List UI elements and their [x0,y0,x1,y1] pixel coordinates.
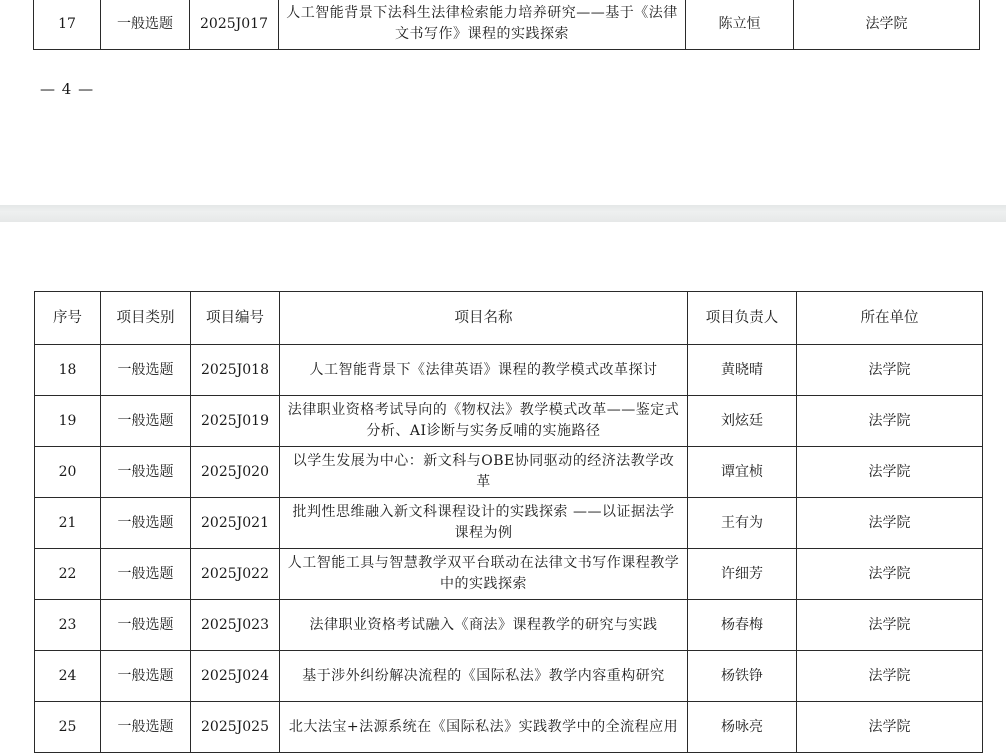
project-unit: 法学院 [797,651,983,702]
project-category: 一般选题 [101,0,190,50]
project-name: 人工智能背景下法科生法律检索能力培养研究——基于《法律文书写作》课程的实践探索 [279,0,686,50]
project-category: 一般选题 [101,600,191,651]
project-category: 一般选题 [101,702,191,753]
table-row [35,396,983,447]
header-unit: 所在单位 [797,292,983,345]
project-table-continued [33,0,980,50]
table-header-row [35,292,983,345]
project-leader: 谭宜桢 [688,447,797,498]
project-name: 北大法宝+法源系统在《国际私法》实践教学中的全流程应用 [280,702,688,753]
header-leader: 项目负责人 [688,292,797,345]
project-code: 2025J020 [191,447,280,498]
table-row [35,600,983,651]
project-leader: 杨春梅 [688,600,797,651]
project-category: 一般选题 [101,447,191,498]
project-leader: 王有为 [688,498,797,549]
project-category: 一般选题 [101,549,191,600]
project-name: 人工智能工具与智慧教学双平台联动在法律文书写作课程教学中的实践探索 [280,549,688,600]
project-unit: 法学院 [797,396,983,447]
row-number: 17 [34,0,101,50]
table-row [35,702,983,753]
project-unit: 法学院 [797,549,983,600]
table-row [34,0,980,50]
row-number: 20 [35,447,101,498]
project-leader: 杨铁铮 [688,651,797,702]
header-category: 项目类别 [101,292,191,345]
project-name: 人工智能背景下《法律英语》课程的教学模式改革探讨 [280,345,688,396]
project-unit: 法学院 [797,600,983,651]
project-leader: 杨咏亮 [688,702,797,753]
row-number: 24 [35,651,101,702]
project-name: 基于涉外纠纷解决流程的《国际私法》教学内容重构研究 [280,651,688,702]
project-leader: 陈立恒 [686,0,794,50]
project-unit: 法学院 [797,447,983,498]
project-category: 一般选题 [101,396,191,447]
project-code: 2025J025 [191,702,280,753]
header-code: 项目编号 [191,292,280,345]
project-unit: 法学院 [797,498,983,549]
project-category: 一般选题 [101,651,191,702]
project-category: 一般选题 [101,345,191,396]
project-name: 以学生发展为中心：新文科与OBE协同驱动的经济法教学改革 [280,447,688,498]
project-code: 2025J018 [191,345,280,396]
project-table [34,291,983,753]
project-leader: 许细芳 [688,549,797,600]
project-leader: 黄晓晴 [688,345,797,396]
document-page-bottom [0,222,1006,746]
project-name: 法律职业资格考试融入《商法》课程教学的研究与实践 [280,600,688,651]
project-code: 2025J021 [191,498,280,549]
table-row [35,651,983,702]
table-row [35,498,983,549]
project-unit: 法学院 [794,0,980,50]
project-category: 一般选题 [101,498,191,549]
row-number: 18 [35,345,101,396]
row-number: 23 [35,600,101,651]
project-code: 2025J024 [191,651,280,702]
row-number: 21 [35,498,101,549]
page-number: — 4 — [40,80,95,98]
project-name: 法律职业资格考试导向的《物权法》教学模式改革——鉴定式分析、AI诊断与实务反哺的实施路径 [280,396,688,447]
table-row [35,549,983,600]
page-separator [0,205,1006,222]
project-unit: 法学院 [797,702,983,753]
project-leader: 刘炫廷 [688,396,797,447]
project-name: 批判性思维融入新文科课程设计的实践探索 ——以证据法学课程为例 [280,498,688,549]
row-number: 22 [35,549,101,600]
project-code: 2025J023 [191,600,280,651]
document-page-top [0,0,1006,205]
header-number: 序号 [35,292,101,345]
project-code: 2025J022 [191,549,280,600]
row-number: 25 [35,702,101,753]
project-unit: 法学院 [797,345,983,396]
project-code: 2025J017 [190,0,279,50]
row-number: 19 [35,396,101,447]
header-name: 项目名称 [280,292,688,345]
table-row [35,345,983,396]
project-code: 2025J019 [191,396,280,447]
table-row [35,447,983,498]
